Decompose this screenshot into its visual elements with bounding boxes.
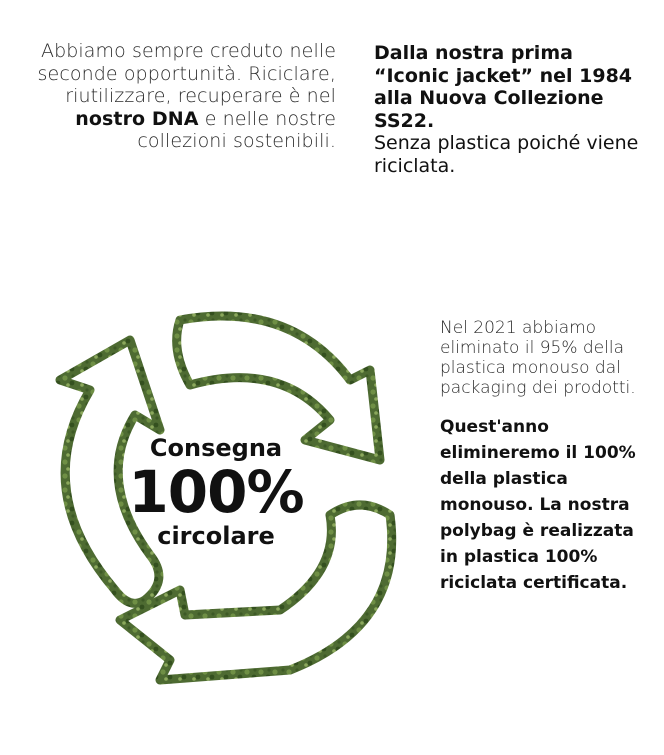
center-label (106, 434, 326, 550)
center-line-circolare: circolare (157, 522, 275, 550)
center-line-percent: 100% (128, 458, 304, 526)
side-bold-text: Quest'anno elimineremo il 100% della plastica monouso. La nostra polybag è realizzata in plastica 100% riciclata certificata. (440, 417, 636, 593)
intro-left-part2: e nelle nostre collezioni sostenibili. (137, 107, 336, 152)
intro-right-bold: Dalla nostra prima “Iconic jacket” nel 1984 alla Nuova Collezione SS22. (374, 42, 633, 132)
side-text (440, 318, 655, 596)
intro-left-part1: Abbiamo sempre creduto nelle seconde opportunità. Riciclare, riutilizzare, recuperare è nel (37, 40, 336, 107)
intro-right-light: Senza plastica poiché viene riciclata. (374, 132, 639, 177)
intro-right-text (374, 42, 654, 177)
intro-left-text (20, 40, 336, 153)
side-light-text: Nel 2021 abbiamo eliminato il 95% della plastica monouso dal packaging dei prodotti. (440, 318, 636, 398)
center-line-consegna: Consegna (149, 434, 283, 462)
intro-left-bold: nostro DNA (75, 107, 199, 130)
